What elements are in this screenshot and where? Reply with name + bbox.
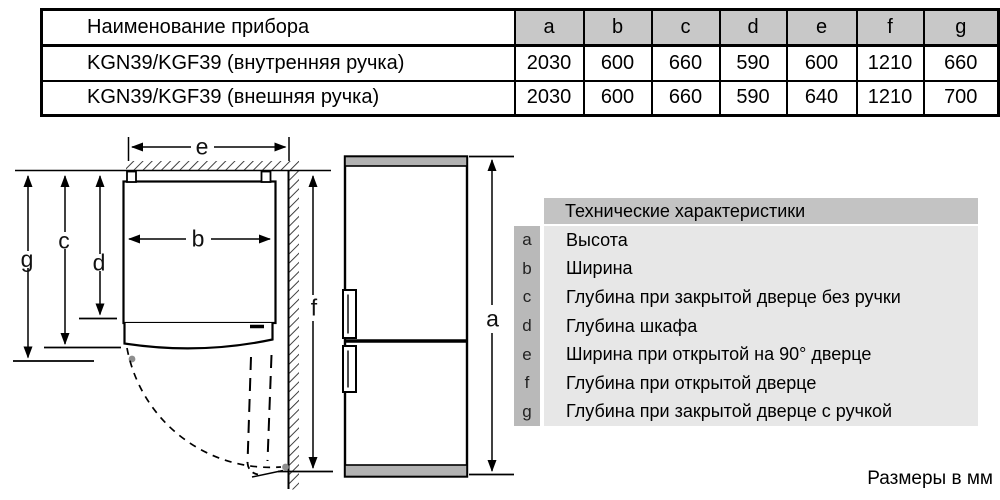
value-cell: 600 [584,81,652,116]
table-header-col-e: e [787,10,857,46]
dimensions-table [40,8,1000,117]
table-header-row [42,10,999,46]
hinge-right [262,172,271,183]
value-cell: 600 [787,46,857,81]
cabinet-top-view [124,182,276,324]
value-cell: 2030 [515,46,584,81]
value-cell: 700 [924,81,999,116]
table-header-col-g: g [924,10,999,46]
table-row [42,81,999,116]
legend-row: Высота [566,229,628,250]
dim-label-a: a [486,305,499,332]
hinge-left [127,172,136,183]
legend-row: Ширина [566,258,633,279]
dim-label-g: g [20,246,34,272]
value-cell: 600 [584,46,652,81]
legend-key: d [522,316,532,336]
legend-row: Глубина при закрытой дверце без ручки [566,286,901,307]
table-header-col-f: f [857,10,924,46]
door-open-outline [248,463,259,475]
legend-title: Технические характеристики [544,198,978,224]
legend-row: Глубина при закрытой дверце с ручкой [566,401,893,422]
door-open-outline [248,357,252,463]
value-cell: 590 [720,81,787,116]
legend-body [544,226,978,426]
legend-key: g [522,401,532,421]
legend-key: c [522,287,532,307]
fridge-front [345,157,467,477]
value-cell: 640 [787,81,857,116]
dim-label-d: d [92,249,106,276]
dim-label-c: c [58,227,70,254]
front-view [343,157,514,477]
dim-label-b: b [191,225,205,252]
value-cell: 1210 [857,81,924,116]
value-cell: 2030 [515,81,584,116]
dimension-c [44,176,121,348]
dimension-f [278,176,333,472]
value-cell: 590 [720,46,787,81]
table-header-col-c: c [652,10,720,46]
value-cell: 660 [652,46,720,81]
table-header-col-d: d [720,10,787,46]
legend-row: Глубина шкафа [566,315,698,336]
value-cell: 660 [652,81,720,116]
legend-key: b [522,258,532,278]
value-cell: 660 [924,46,999,81]
model-name: KGN39/KGF39 (внешняя ручка) [42,81,515,116]
legend-row: Ширина при открытой на 90° дверце [566,344,872,365]
door-open-outline [268,355,272,461]
legend-key: f [524,373,530,393]
dimension-d [79,176,117,319]
table-header-col-b: b [584,10,652,46]
legend-key-column [514,226,540,426]
value-cell: 1210 [857,46,924,81]
dimension-e [129,137,290,161]
door-swing-arc [127,348,281,467]
top-view [13,134,333,490]
table-header-name: Наименование прибора [42,10,515,46]
table-row [42,46,999,81]
units-note: Размеры в мм [867,468,993,489]
dim-label-e: e [195,133,209,160]
model-name: KGN39/KGF39 (внутренняя ручка) [42,46,515,81]
handle-point-open [282,464,289,471]
upper-door-handle [343,290,356,338]
dim-label-f: f [310,294,318,321]
legend-row: Глубина при открытой дверце [566,372,817,393]
legend-key: e [522,344,532,364]
fridge-plinth [345,465,467,477]
fridge-top-strip [345,157,467,167]
lower-door-handle [343,346,356,392]
table-header-col-a: a [515,10,584,46]
dimension-drawing [0,130,520,500]
legend-key: a [522,230,532,250]
